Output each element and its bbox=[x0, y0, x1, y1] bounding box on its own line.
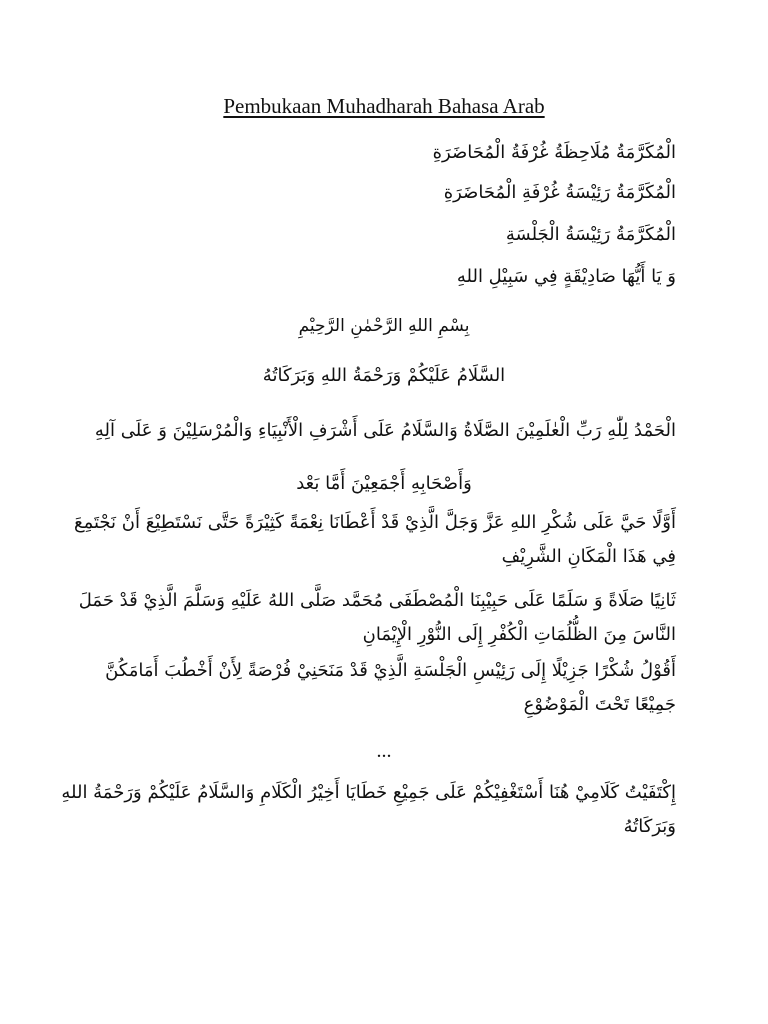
paragraph-second-line-2: النَّاسَ مِنَ الظُّلُمَاتِ الْكُفْرِ إِلَى النُّوْرِ الْإِيْمَانِ bbox=[362, 624, 676, 645]
paragraph-first bbox=[76, 506, 676, 574]
closing-line-1: إِكْتَفَيْتُ كَلَامِيْ هُنَا أَسْتَغْفِيْكُمْ عَلَى جَمِيْعِ خَطَايَا أَخِيْرُ الْكَلَامِ وَالسَّلَامُ عَلَيْكُمْ وَرَحْمَةُ اللهِ bbox=[61, 782, 676, 803]
greeting-line-1: الْمُكَرَّمَةُ مُلَاحِظَةُ غُرْفَةُ الْمُحَاضَرَةِ bbox=[432, 142, 676, 163]
basmala: بِسْمِ اللهِ الرَّحْمٰنِ الرَّحِيْمِ bbox=[298, 316, 470, 336]
greeting-line-2: الْمُكَرَّمَةُ رَئِيْسَةُ غُرْفَةِ الْمُحَاضَرَةِ bbox=[443, 182, 676, 203]
ellipsis: ... bbox=[376, 740, 392, 762]
paragraph-third bbox=[76, 654, 676, 722]
paragraph-first-line-2: فِي هَذَا الْمَكَانِ الشَّرِيْفِ bbox=[501, 546, 676, 567]
closing-line-2: وَبَرَكَاتُهُ bbox=[623, 816, 676, 837]
hamdalah-line-1: الْحَمْدُ لِلّٰهِ رَبِّ الْعٰلَمِيْنَ الصَّلَاةُ وَالسَّلَامُ عَلَى أَشْرَفِ الْأَنْبِيَاءِ وَالْمُرْسَلِيْنَ وَ عَلَى آلِهِ bbox=[94, 420, 676, 441]
closing-paragraph bbox=[61, 776, 676, 844]
salam-greeting: السَّلَامُ عَلَيْكُمْ وَرَحْمَةُ اللهِ وَبَرَكَاتُهُ bbox=[262, 365, 506, 386]
paragraph-first-line-1: أَوَّلًا حَيَّ عَلَى شُكْرِ اللهِ عَزَّ وَجَلَّ الَّذِيْ قَدْ أَعْطَانَا نِعْمَةً كَثِيْرَةً حَتَّى نَسْتَطِيْعَ أَنْ نَجْتَمِعَ bbox=[74, 512, 676, 533]
paragraph-third-line-1: أَقُوْلُ شُكْرًا جَزِيْلًا إِلَى رَئِيْسِ الْجَلْسَةِ الَّذِيْ قَدْ مَنَحَنِيْ فُرْصَةً لِأَنْ أَخْطُبَ أَمَامَكُنَّ bbox=[105, 660, 676, 681]
greeting-line-3: الْمُكَرَّمَةُ رَئِيْسَةُ الْجَلْسَةِ bbox=[505, 224, 676, 245]
paragraph-second-line-1: ثَانِيًا صَلَاةً وَ سَلَمًا عَلَى حَبِيْبِنَا الْمُصْطَفَى مُحَمَّد صَلَّى اللهُ عَلَيْهِ وَسَلَّمَ الَّذِيْ قَدْ حَمَلَ bbox=[78, 590, 676, 611]
document-title bbox=[0, 93, 768, 119]
paragraph-third-line-2: جَمِيْعًا تَحْتَ الْمَوْضُوْعِ bbox=[523, 694, 676, 715]
paragraph-second bbox=[76, 584, 676, 652]
hamdalah-line-2: وَأَصْحَابِهِ أَجْمَعِيْنَ أَمَّا بَعْد bbox=[296, 473, 472, 494]
document-title-text: Pembukaan Muhadharah Bahasa Arab bbox=[223, 94, 545, 118]
greeting-line-4: وَ يَا أَيُّهَا صَادِيْقَةٍ فِي سَبِيْلِ اللهِ bbox=[456, 266, 676, 287]
